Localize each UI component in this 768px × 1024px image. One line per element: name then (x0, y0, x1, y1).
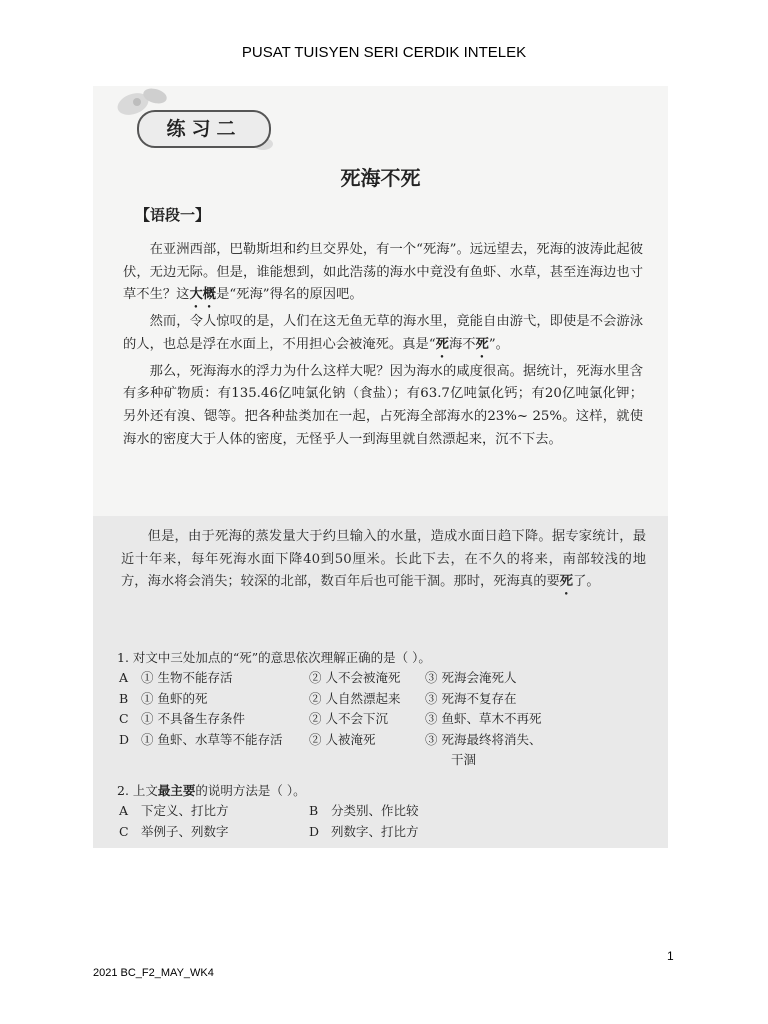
paragraph-text: ”。 (488, 336, 509, 352)
exercise-badge: 练习二 (137, 110, 271, 148)
option-spacer (141, 750, 309, 771)
paragraph-text: 在亚洲西部，巴勒斯坦和约旦交界处，有一个“死海”。远远望去，死海的波涛此起彼伏，无边无际。但是，谁能想到，如此浩荡的海水中竟没有鱼虾、水草，甚至连海边也寸草不生？这 (123, 242, 643, 303)
option-label: C (119, 823, 129, 839)
option-text: 下定义、打比方 (141, 803, 229, 818)
option-text: ① 鱼虾的死 (141, 690, 208, 706)
paragraph-text: 但是，由于死海的蒸发量大于约旦输入的水量，造成水面日趋下降。据专家统计，最近十年来，每年死海水面下降40到50厘米。长此下去，在不久的将来，南部较浅的地方，海水将会消失；较深的北部，数百年后也可能干涸。那时，死海真的要 (121, 529, 646, 590)
section-label: 【语段一】 (135, 206, 211, 224)
option-row (117, 668, 601, 689)
passage-body (123, 239, 643, 451)
option-row (117, 689, 601, 710)
question-2 (117, 781, 419, 842)
option-text: ③ 鱼虾、草木不再死 (425, 711, 542, 726)
emphasis-text: 最主要 (157, 783, 196, 798)
option-text: ② 人不会被淹死 (309, 670, 401, 685)
option-text: 分类别、作比较 (331, 803, 419, 818)
option-label: A (119, 670, 129, 685)
option-text: ② 人被淹死 (309, 731, 376, 747)
paragraph-4 (121, 526, 646, 598)
option-row (117, 730, 601, 751)
paragraph-text: 是“死海”得名的原因吧。 (216, 287, 363, 303)
dotted-word: 死 (559, 574, 574, 590)
option-text: ① 鱼虾、水草等不能存活 (141, 731, 283, 747)
option-label: D (119, 731, 130, 747)
option-text: ① 不具备生存条件 (141, 711, 245, 726)
footer-code: 2021 BC_F2_MAY_WK4 (93, 967, 214, 979)
option-text: ② 人自然漂起来 (309, 690, 401, 706)
paragraph-2 (123, 311, 643, 361)
option-text: 举例子、列数字 (141, 823, 229, 839)
question-stem: 1. 对文中三处加点的“死”的意思依次理解正确的是（ ）。 (117, 650, 431, 665)
paragraph-1 (123, 239, 643, 311)
option-label: A (119, 803, 129, 818)
option-label: C (119, 711, 129, 726)
option-row (117, 709, 601, 730)
question-stem (117, 781, 419, 801)
option-text: 列数字、打比方 (331, 823, 419, 839)
option-text: ③ 死海不复存在 (425, 690, 517, 706)
question-text: 的说明方法是（ ）。 (195, 783, 306, 798)
option-text: ③ 死海最终将消失、 (425, 731, 542, 747)
option-text: 干涸 (451, 752, 477, 767)
passage-title: 死海不死 (340, 166, 421, 190)
question-1 (117, 648, 601, 771)
scanned-worksheet (93, 86, 668, 848)
passage-continuation (121, 526, 646, 598)
option-text: ① 生物不能存活 (141, 670, 233, 685)
dotted-word: 死 (435, 336, 449, 352)
dotted-word: 大概 (189, 287, 217, 303)
option-text: ③ 死海会淹死人 (425, 670, 517, 685)
dotted-word: 死 (475, 336, 489, 352)
option-row (117, 801, 419, 822)
paragraph-text: 海不 (448, 336, 476, 352)
paragraph-text: 然而，令人惊叹的是，人们在这无鱼无草的海水里，竟能自由游弋，即使是不会游泳的人，也总是浮在水面上，不用担心会被淹死。真是“ (123, 314, 643, 352)
paragraph-text: 了。 (573, 574, 600, 590)
option-text: ② 人不会下沉 (309, 711, 388, 726)
option-spacer (117, 750, 141, 771)
option-row (117, 822, 419, 843)
option-label: B (309, 803, 319, 818)
question-text: 2. 上文 (117, 783, 158, 798)
option-spacer (309, 750, 425, 771)
page-number: 1 (667, 949, 674, 963)
paragraph-3: 那么，死海海水的浮力为什么这样大呢？因为海水的咸度很高。据统计，死海水里含有多种矿物质：有135.46亿吨氯化钠（食盐）；有63.7亿吨氯化钙；有20亿吨氯化钾；另外还有溴、锶等。把各种盐类加在一起，占死海全部海水的23%~ 25%。这样，就使海水的密度大于人体的密度，无怪乎人一到海里就自然漂起来，沉不下去。 (123, 363, 643, 447)
option-label: D (309, 823, 320, 839)
option-label: B (119, 690, 129, 706)
option-row (117, 750, 601, 771)
page-header: PUSAT TUISYEN SERI CERDIK INTELEK (241, 44, 527, 61)
